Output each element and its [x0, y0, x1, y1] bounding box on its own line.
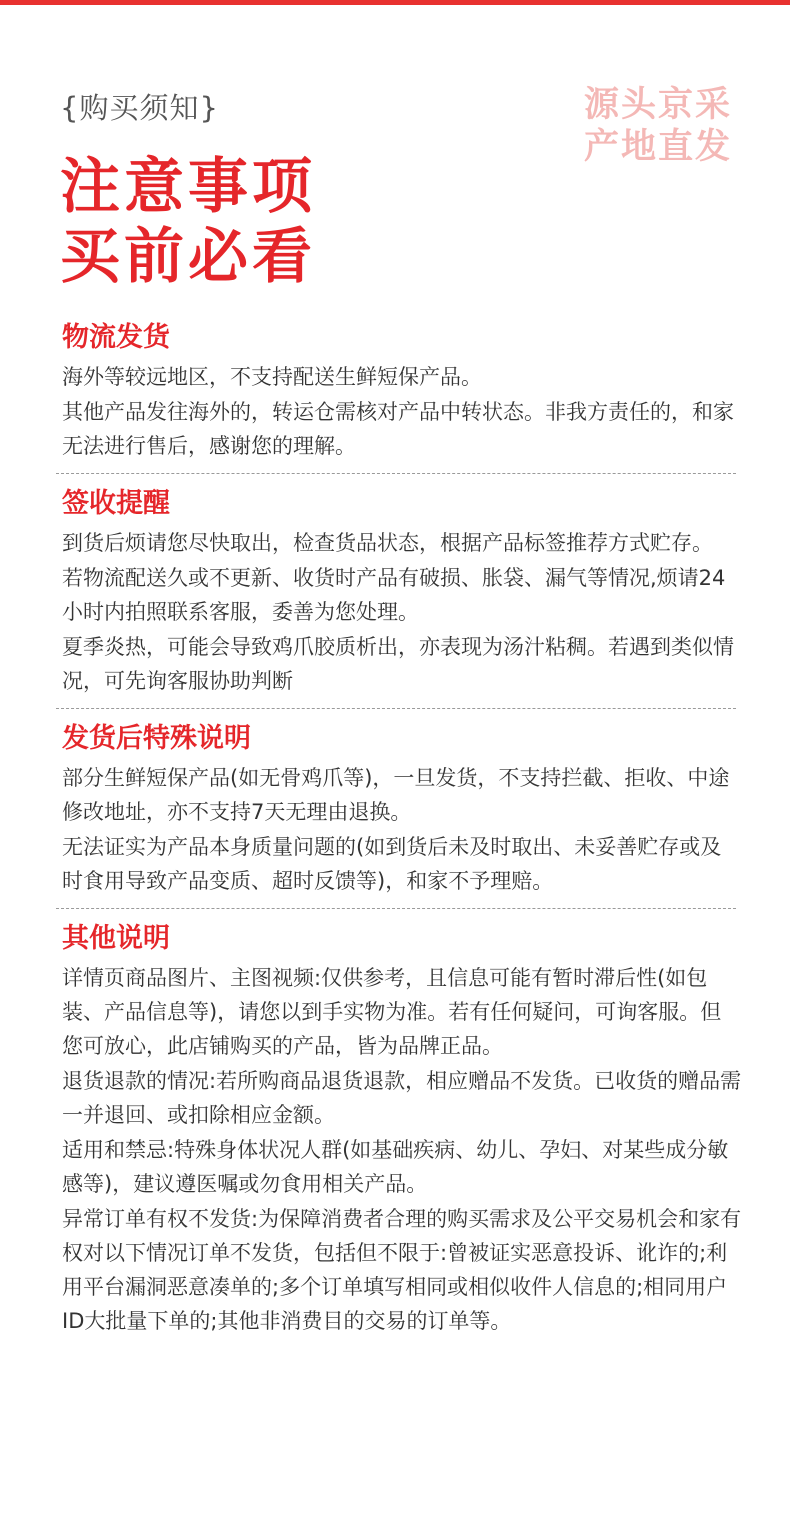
- section-receipt-reminder: [62, 484, 742, 698]
- section-paragraph: 若物流配送久或不更新、收货时产品有破损、胀袋、漏气等情况,烦请24小时内拍照联系客服，委善为您处理。: [62, 566, 726, 624]
- headline-line: 注意事项: [60, 152, 316, 222]
- dashed-divider: [56, 908, 736, 909]
- section-paragraph: 无法证实为产品本身质量问题的(如到货后未及时取出、未妥善贮存或及时食用导致产品变质、超时反馈等)，和家不予理赔。: [62, 835, 722, 893]
- dashed-divider: [56, 708, 736, 709]
- origin-badge: [584, 84, 732, 168]
- page-headline: [60, 152, 316, 292]
- section-title: 发货后特殊说明: [62, 723, 251, 754]
- headline-line: 买前必看: [60, 222, 316, 292]
- notice-content: [62, 318, 742, 1339]
- section-paragraph: 到货后烦请您尽快取出，检查货品状态，根据产品标签推荐方式贮存。: [62, 531, 713, 555]
- section-paragraph: 退货退款的情况:若所购商品退货退款，相应赠品不发货。已收货的赠品需一并退回、或扣除相应金额。: [62, 1069, 742, 1127]
- section-paragraph: 夏季炎热，可能会导致鸡爪胶质析出，亦表现为汤汁粘稠。若遇到类似情况，可先询客服协助判断: [62, 635, 734, 693]
- section-title: 签收提醒: [62, 488, 170, 519]
- dashed-divider: [56, 473, 736, 474]
- section-paragraph: 异常订单有权不发货:为保障消费者合理的购买需求及公平交易机会和家有权对以下情况订单不发货，包括但不限于:曾被证实恶意投诉、讹诈的;利用平台漏洞恶意凑单的;多个订单填写相同或相似收件人信息的;相同用户ID大批量下单的;其他非消费目的交易的订单等。: [62, 1207, 742, 1333]
- section-title: 其他说明: [62, 923, 170, 954]
- section-paragraph: 海外等较远地区，不支持配送生鲜短保产品。: [62, 365, 482, 389]
- section-post-shipping: [62, 719, 742, 898]
- section-title: 物流发货: [62, 322, 170, 353]
- section-paragraph: 其他产品发往海外的，转运仓需核对产品中转状态。非我方责任的，和家无法进行售后，感谢您的理解。: [62, 400, 734, 458]
- top-accent-bar: [0, 0, 790, 5]
- section-paragraph: 部分生鲜短保产品(如无骨鸡爪等)，一旦发货，不支持拦截、拒收、中途修改地址，亦不支持7天无理由退换。: [62, 766, 730, 824]
- badge-line: 产地直发: [583, 127, 732, 167]
- notice-subtitle: {购买须知}: [60, 91, 219, 125]
- section-paragraph: 详情页商品图片、主图视频:仅供参考，且信息可能有暂时滞后性(如包装、产品信息等)，请您以到手实物为准。若有任何疑问，可询客服。但您可放心，此店铺购买的产品，皆为品牌正品。: [62, 966, 722, 1058]
- section-logistics: [62, 318, 742, 463]
- badge-line: 源头京采: [583, 85, 732, 125]
- section-other-notes: [62, 919, 742, 1338]
- section-paragraph: 适用和禁忌:特殊身体状况人群(如基础疾病、幼儿、孕妇、对某些成分敏感等)，建议遵医嘱或勿食用相关产品。: [62, 1138, 729, 1196]
